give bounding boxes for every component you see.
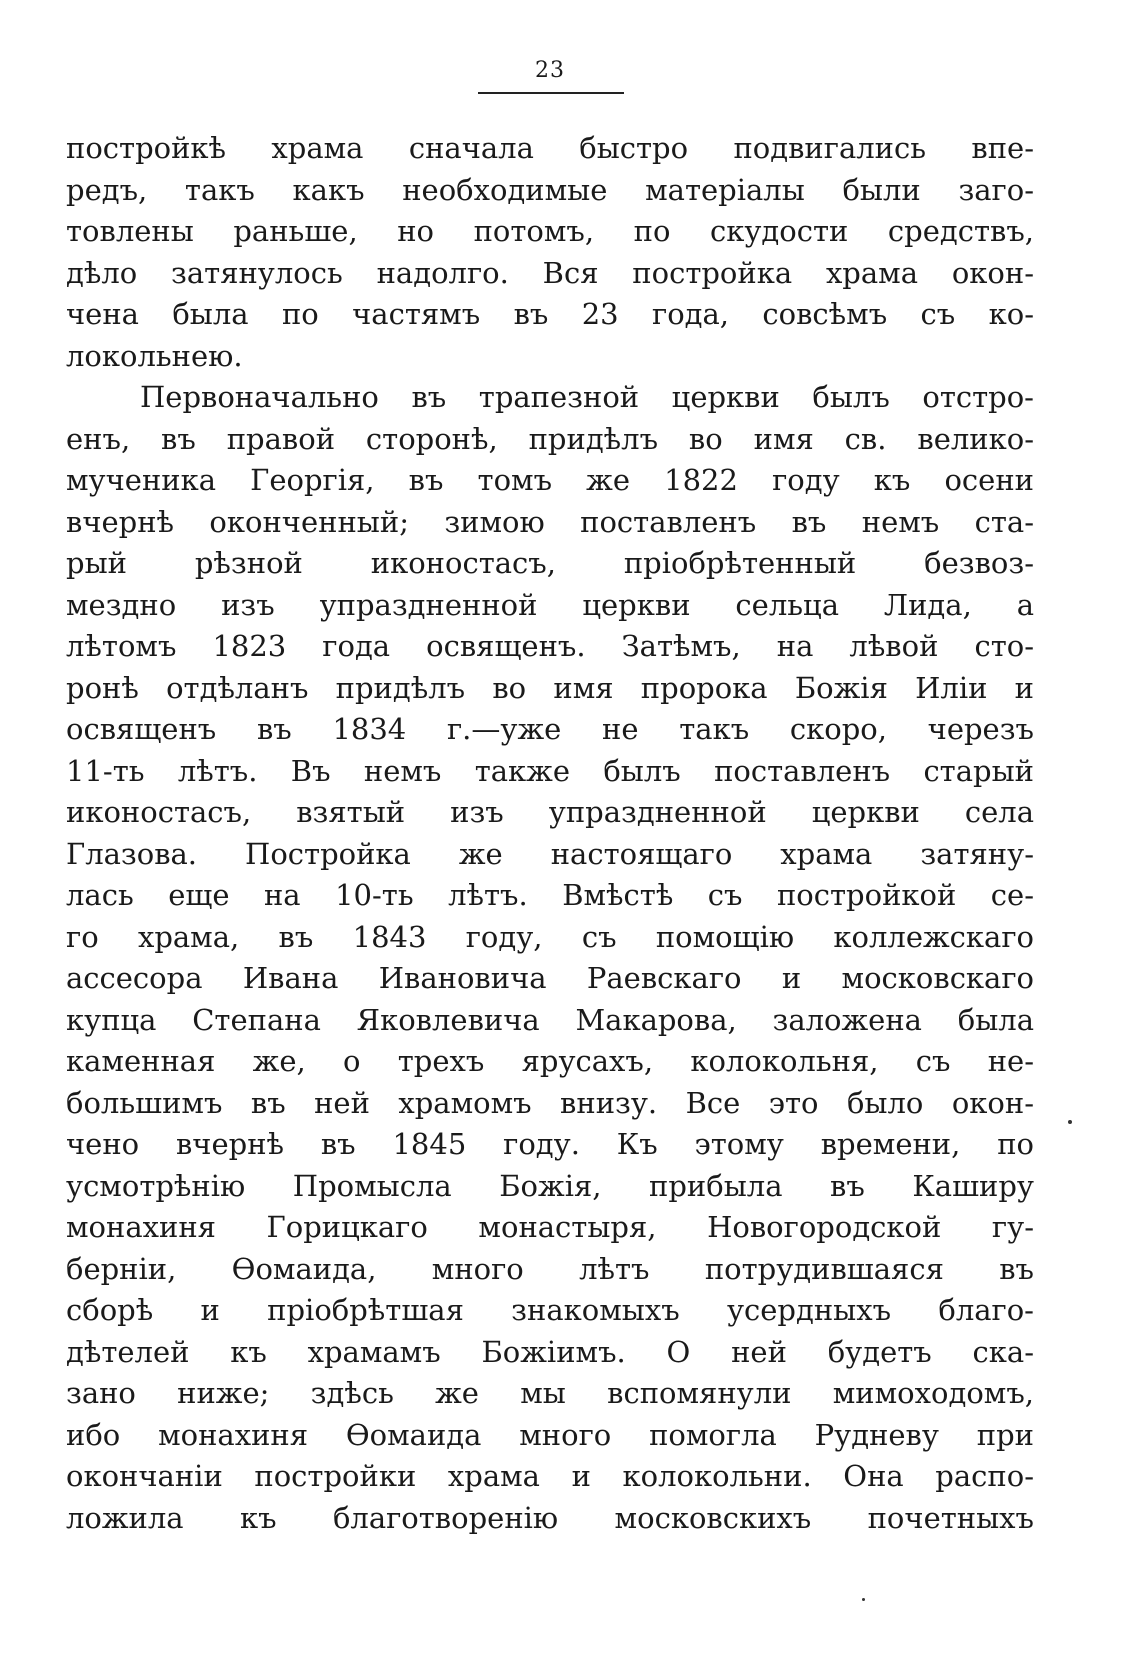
text-line: ассесора Ивана Ивановича Раевскаго и московскаго [66, 961, 1034, 995]
text-line: каменная же, о трехъ ярусахъ, колокольня, съ не- [66, 1044, 1034, 1078]
text-line: енъ, въ правой сторонѣ, придѣлъ во имя св. велико- [66, 421, 1034, 456]
text-line: рый рѣзной иконостасъ, пріобрѣтенный безвоз- [66, 546, 1034, 580]
text-line: ронѣ отдѣланъ придѣлъ во имя пророка Божія Иліи и [66, 670, 1034, 705]
text-line: вчернѣ оконченный; зимою поставленъ въ немъ ста- [66, 504, 1034, 539]
text-line: чена была по частямъ въ 23 года, совсѣмъ съ ко- [66, 297, 1034, 331]
text-line: Глазова. Постройка же настоящаго храма затяну- [66, 836, 1034, 871]
paragraph-1 [66, 128, 1034, 377]
text-line: усмотрѣнію Промысла Божія, прибыла въ Каширу [66, 1168, 1034, 1203]
text-line: го храма, въ 1843 году, съ помощію коллежскаго [66, 919, 1034, 954]
text-line: мученика Георгія, въ томъ же 1822 году къ осени [66, 463, 1034, 497]
text-line: зано ниже; здѣсь же мы вспомянули мимоходомъ, [66, 1376, 1034, 1410]
text-line: редъ, такъ какъ необходимые матеріалы были заго- [66, 172, 1034, 207]
text-line: купца Степана Яковлевича Макарова, заложена была [66, 1002, 1034, 1037]
text-line: Первоначально въ трапезной церкви былъ отстро- [140, 380, 1034, 414]
margin-speck [1068, 1120, 1072, 1124]
text-line: лась еще на 10-ть лѣтъ. Вмѣстѣ съ постройкой се- [66, 878, 1034, 912]
text-line: окончаніи постройки храма и колокольни. Она распо- [66, 1459, 1034, 1493]
header-rule [478, 92, 624, 94]
text-line: постройкѣ храма сначала быстро подвигались впе- [66, 131, 1034, 165]
text-line: монахиня Горицкаго монастыря, Новогородской гу- [66, 1210, 1034, 1244]
text-line: ибо монахиня Ѳомаида много помогла Рудневу при [66, 1417, 1034, 1452]
text-line: чено вчернѣ въ 1845 году. Къ этому времени, по [66, 1127, 1034, 1161]
paragraph-2 [66, 377, 1034, 1539]
text-line: ложила къ благотворенію московскихъ почетныхъ [66, 1500, 1034, 1535]
text-line: 11-ть лѣтъ. Въ немъ также былъ поставленъ старый [66, 753, 1034, 788]
body-text [66, 128, 1034, 1539]
text-line: мездно изъ упраздненной церкви сельца Лида, а [66, 587, 1034, 622]
text-line: берніи, Ѳомаида, много лѣтъ потрудившаяся въ [66, 1251, 1034, 1286]
text-line: сборѣ и пріобрѣтшая знакомыхъ усердныхъ благо- [66, 1293, 1034, 1327]
page-number: 23 [535, 58, 565, 83]
text-line: товлены раньше, но потомъ, по скудости средствъ, [66, 214, 1034, 248]
text-line: дѣтелей къ храмамъ Божіимъ. О ней будетъ ска- [66, 1334, 1034, 1369]
text-line: локольнею. [66, 338, 243, 373]
text-line: освященъ въ 1834 г.—уже не такъ скоро, черезъ [66, 712, 1034, 746]
text-line: большимъ въ ней храмомъ внизу. Все это было окон- [66, 1085, 1034, 1120]
text-line: лѣтомъ 1823 года освященъ. Затѣмъ, на лѣвой сто- [66, 629, 1034, 663]
text-line: иконостасъ, взятый изъ упраздненной церкви села [66, 795, 1034, 829]
margin-speck [862, 1598, 865, 1601]
text-line: дѣло затянулось надолго. Вся постройка храма окон- [66, 255, 1034, 290]
